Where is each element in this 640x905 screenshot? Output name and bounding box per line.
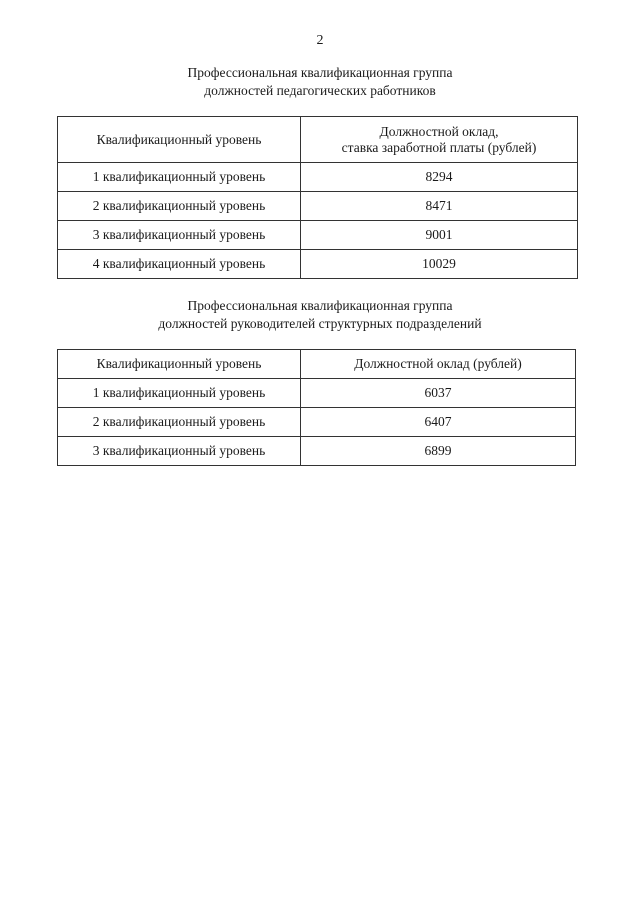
salary-cell: 6037 — [301, 379, 576, 408]
page-number: 2 — [316, 33, 324, 48]
section2-heading-line2: должностей руководителей структурных подразделений — [158, 316, 482, 331]
column-header-salary-line1: Должностной оклад, — [379, 123, 499, 139]
level-cell: 3 квалификационный уровень — [58, 437, 301, 466]
salary-cell: 6407 — [301, 408, 576, 437]
level-cell: 1 квалификационный уровень — [58, 163, 301, 192]
salary-cell: 8294 — [301, 163, 578, 192]
level-cell: 2 квалификационный уровень — [58, 408, 301, 437]
column-header-salary: Должностной оклад (рублей) — [301, 350, 576, 379]
table-row — [58, 192, 578, 221]
table-row — [58, 379, 576, 408]
table-row — [58, 250, 578, 279]
salary-cell: 8471 — [301, 192, 578, 221]
salary-cell: 10029 — [301, 250, 578, 279]
table-row — [58, 221, 578, 250]
table-row — [58, 163, 578, 192]
section1-heading-line1: Профессиональная квалификационная группа — [187, 65, 453, 80]
table-header-row — [58, 350, 576, 379]
section2-heading-line1: Профессиональная квалификационная группа — [187, 298, 453, 313]
table-header-row — [58, 117, 578, 163]
level-cell: 1 квалификационный уровень — [58, 379, 301, 408]
level-cell: 2 квалификационный уровень — [58, 192, 301, 221]
section1-heading-line2: должностей педагогических работников — [204, 83, 436, 98]
level-cell: 3 квалификационный уровень — [58, 221, 301, 250]
salary-cell: 6899 — [301, 437, 576, 466]
level-cell: 4 квалификационный уровень — [58, 250, 301, 279]
managers-salary-table — [57, 349, 576, 466]
column-header-salary — [301, 117, 578, 163]
pedagogical-salary-table — [57, 116, 578, 279]
column-header-level: Квалификационный уровень — [58, 117, 301, 163]
column-header-salary-line2: ставка заработной платы (рублей) — [341, 139, 537, 155]
column-header-level: Квалификационный уровень — [58, 350, 301, 379]
section2-heading — [0, 297, 640, 333]
table-row — [58, 437, 576, 466]
salary-cell: 9001 — [301, 221, 578, 250]
section1-heading — [0, 64, 640, 100]
table-row — [58, 408, 576, 437]
